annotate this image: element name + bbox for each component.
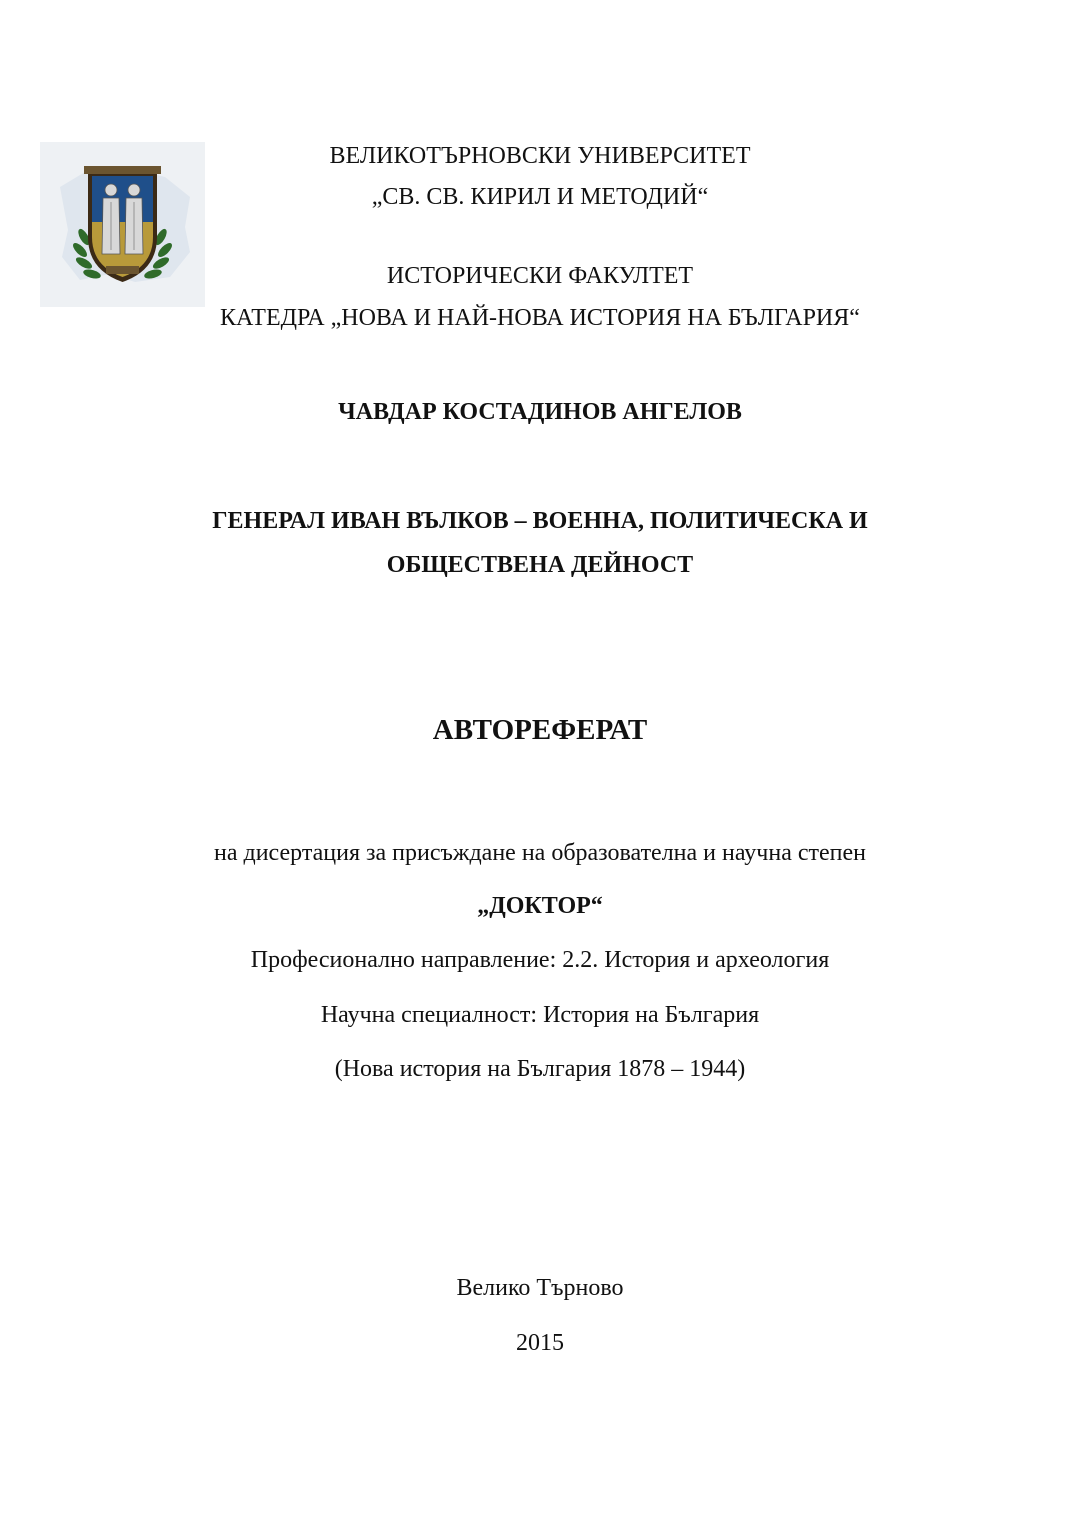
degree-name: „ДОКТОР“ [477, 893, 603, 919]
publication-year: 2015 [516, 1330, 564, 1356]
document-type-heading: АВТОРЕФЕРАТ [432, 714, 648, 746]
university-name-line2: „СВ. СВ. КИРИЛ И МЕТОДИЙ“ [371, 184, 709, 210]
city-name: Велико Търново [456, 1275, 624, 1301]
scientific-specialty: Научна специалност: История на България [320, 1002, 760, 1028]
sub-specialty: (Нова история на България 1878 – 1944) [334, 1056, 746, 1082]
department-name: КАТЕДРА „НОВА И НАЙ-НОВА ИСТОРИЯ НА БЪЛГАРИЯ“ [220, 305, 860, 331]
thesis-title-line1: ГЕНЕРАЛ ИВАН ВЪЛКОВ – ВОЕННА, ПОЛИТИЧЕСКА И [212, 508, 868, 534]
university-name-line1: ВЕЛИКОТЪРНОВСКИ УНИВЕРСИТЕТ [329, 143, 751, 169]
thesis-title-line2: ОБЩЕСТВЕНА ДЕЙНОСТ [386, 552, 694, 578]
professional-field: Професионално направление: 2.2. История и археология [250, 947, 830, 973]
degree-description: на дисертация за присъждане на образователна и научна степен [214, 840, 866, 866]
author-name: ЧАВДАР КОСТАДИНОВ АНГЕЛОВ [338, 399, 742, 425]
faculty-name: ИСТОРИЧЕСКИ ФАКУЛТЕТ [386, 263, 694, 289]
